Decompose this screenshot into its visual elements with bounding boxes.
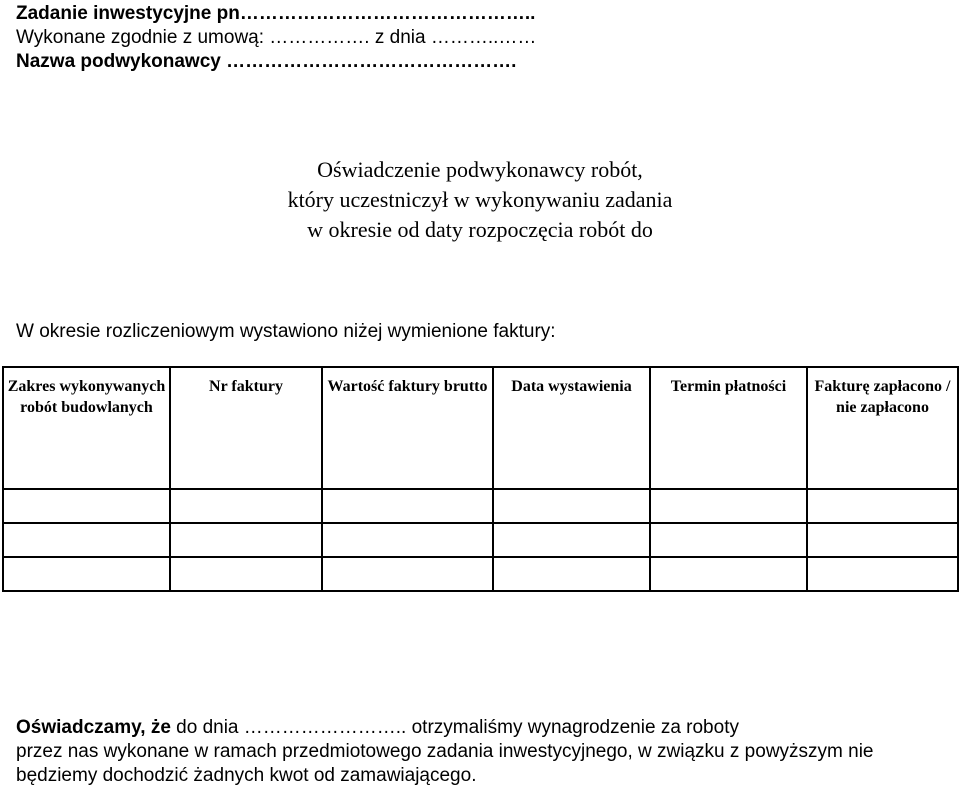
- table-cell[interactable]: [322, 523, 493, 557]
- table-cell[interactable]: [650, 557, 807, 591]
- table-cell[interactable]: [322, 557, 493, 591]
- column-header-gross-value: Wartość faktury brutto: [322, 367, 493, 489]
- table-cell[interactable]: [170, 489, 322, 523]
- table-row: [3, 557, 958, 591]
- table-cell[interactable]: [807, 523, 958, 557]
- statement-line-1: [16, 716, 946, 740]
- contract-line: Wykonane zgodnie z umową: ……………. z dnia ………..……: [16, 27, 537, 48]
- column-header-scope: Zakres wykonywanych robót budowlanych: [3, 367, 170, 489]
- column-header-issue-date: Data wystawienia: [493, 367, 650, 489]
- table-cell[interactable]: [493, 523, 650, 557]
- table-row: [3, 523, 958, 557]
- document-header: [16, 2, 536, 74]
- table-cell[interactable]: [807, 489, 958, 523]
- document-title: [0, 155, 960, 245]
- table-header-row: [3, 367, 958, 489]
- subcontractor-label: Nazwa podwykonawcy ……………………………………….: [16, 51, 517, 72]
- intro-text: W okresie rozliczeniowym wystawiono niżej wymienione faktury:: [16, 321, 556, 342]
- invoice-table: [2, 366, 959, 592]
- statement-bold-lead: Oświadczamy, że: [16, 717, 171, 738]
- statement-line-1-rest: do dnia …………………….. otrzymaliśmy wynagrodzenie za roboty: [170, 717, 739, 738]
- title-line-2: który uczestniczył w wykonywaniu zadania: [287, 187, 673, 212]
- table-cell[interactable]: [807, 557, 958, 591]
- task-label: Zadanie inwestycyjne pn………………………………………..: [16, 3, 536, 24]
- table-cell[interactable]: [322, 489, 493, 523]
- table-cell[interactable]: [3, 557, 170, 591]
- title-line-3: w okresie od daty rozpoczęcia robót do: [307, 217, 653, 242]
- column-header-payment-term: Termin płatności: [650, 367, 807, 489]
- statement-line-2: przez nas wykonane w ramach przedmiotowego zadania inwestycyjnego, w związku z powyższym nie: [16, 741, 874, 762]
- table-cell[interactable]: [170, 557, 322, 591]
- table-row: [3, 489, 958, 523]
- title-line-1: Oświadczenie podwykonawcy robót,: [317, 157, 643, 182]
- table-cell[interactable]: [650, 489, 807, 523]
- table-cell[interactable]: [170, 523, 322, 557]
- statement-line-3: będziemy dochodzić żadnych kwot od zamawiającego.: [16, 765, 477, 786]
- statement-paragraph: [16, 716, 946, 788]
- table-cell[interactable]: [3, 489, 170, 523]
- table-cell[interactable]: [493, 489, 650, 523]
- table-cell[interactable]: [493, 557, 650, 591]
- column-header-invoice-number: Nr faktury: [170, 367, 322, 489]
- column-header-paid-status: Fakturę zapłacono / nie zapłacono: [807, 367, 958, 489]
- table-cell[interactable]: [650, 523, 807, 557]
- table-cell[interactable]: [3, 523, 170, 557]
